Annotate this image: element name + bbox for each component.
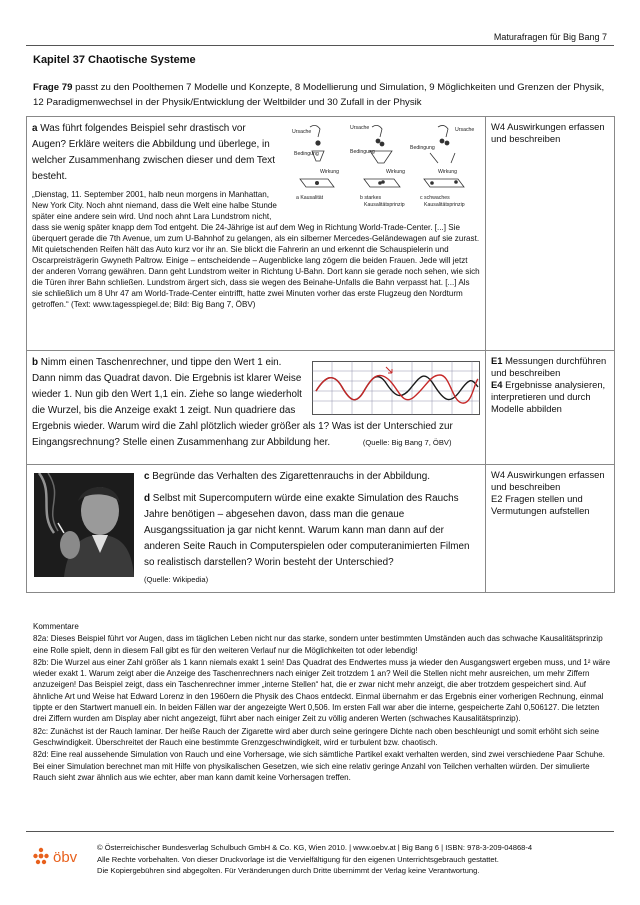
label-bedingung: Bedingung	[294, 151, 319, 157]
footer-divider	[26, 831, 614, 832]
letter-a: a	[32, 123, 38, 134]
question-b	[32, 355, 480, 451]
competence-b2-code: E4	[491, 379, 503, 390]
footer-line-3: Die Kopiergebühren sind abgegolten. Für Veränderungen durch Dritte übernimmt der Verlag keine Verantwortung.	[97, 866, 480, 876]
hand-icon	[310, 125, 320, 137]
question-row-a	[27, 117, 615, 351]
comments-section	[33, 621, 611, 784]
question-cell-a	[27, 117, 486, 351]
competence-b2: Ergebnisse analysieren, interpretieren und durch Modelle abbilden	[491, 379, 606, 414]
competence-b1-code: E1	[491, 355, 503, 366]
competence-a: W4 Auswirkungen erfassen und beschreiben	[491, 121, 605, 144]
competence-cd2: E2 Fragen stellen und Vermutungen aufstellen	[491, 493, 590, 516]
header-divider	[26, 45, 614, 46]
caption-c-1: c schwaches	[420, 195, 450, 201]
label-bedingung-c: Bedingung	[410, 145, 435, 151]
publisher-logo	[33, 846, 91, 866]
frage-label: Frage 79	[33, 82, 73, 93]
competence-cell-a	[486, 117, 615, 351]
comment-item: 82a: Dieses Beispiel führt vor Augen, dass im täglichen Leben nicht nur das starke, sondern unter bestimmten Umständen auch das schwache Kausalitätsprinzip eine Rolle spielt, denn in diesem Fall gibt es für den weiteren Verlauf nur die Möglichkeiten tot oder lebendig!	[33, 634, 603, 655]
label-wirkung: Wirkung	[320, 169, 340, 175]
logo-text: öbv	[53, 849, 78, 866]
footer-line-1: © Österreichischer Bundesverlag Schulbuch GmbH & Co. KG, Wien 2010. | www.oebv.at | Big Bang 6 | ISBN: 978-3-209-04868-4	[97, 843, 533, 852]
letter-c: c	[144, 471, 150, 482]
chapter-title: Kapitel 37 Chaotische Systeme	[33, 54, 196, 66]
ball-icon	[316, 141, 320, 145]
label-bedingung-b: Bedingung	[350, 149, 375, 155]
caption-a: a Kausalität	[296, 195, 324, 201]
comment-item: 82c: Zunächst ist der Rauch laminar. Der heiße Rauch der Zigarette wird aber durch seine geringere Dichte nach oben beschleunigt und somit erhöht sich seine Geschwindigkeit. Überschreitet der Rauch eine bestimmte Grenzgeschwindigkeit, wird er turbulent bzw. chaotisch.	[33, 726, 600, 747]
source-b: (Quelle: Big Bang 7, ÖBV)	[362, 438, 452, 447]
label-ursache-c: Ursache	[455, 127, 475, 133]
caption-b-2: Kausalitätsprinzip	[364, 202, 405, 208]
competence-cell-cd	[486, 465, 615, 593]
caption-b-1: b starkes	[360, 195, 382, 201]
label-wirkung-c: Wirkung	[438, 169, 458, 175]
competence-cell-b	[486, 351, 615, 465]
question-d-text: Selbst mit Supercomputern würde eine exakte Simulation des Rauchs Jahre benötigen – abgesehen davon, dass man die genaue Ausgangssituation ja gar nicht kennt. Warum kann man dann auf der anderen Seite Rauch in Computerspielen oder computeranimierten Filmen so realistisch darstellen? Worin besteht der Unterschied?	[144, 493, 470, 568]
comment-item: 82b: Die Wurzel aus einer Zahl größer als 1 kann niemals exakt 1 sein! Das Quadrat des Endwertes muss ja wieder den Ausgangswert ergeben muss, und 1² wäre wieder exakt 1. Warum zeigt aber die Anzeige des Taschenrechners nach einiger Zeit trotzdem 1 an? Weil die Stellen nicht mehr ausreichen, um mehr Ziffern anzuzeigen! Das Beispiel zeigt, dass ein Taschenrechner immer „interne Stellen“ hat, die er zwar nicht mehr anzeigt, die aber trotzdem gespeichert sind. Auf ähnliche Art und Weise hat Edward Lorenz in den 1960ern die Physik des Chaos entdeckt. Einmal übernahm er das Ergebnis einer vorherigen Rechnung, einmal tippte er den Startwert manuell ein. In beiden Fällen war der angezeigte Wert 0,506. Im ersten Fall war aber die interne, gespeicherte Zahl 0,506127. Die letzten drei Ziffern wurden am Display aber nicht angezeigt, führt aber nach einiger Zeit zu völlig anderen Werten (schwaches Kausalitätsprinzip).	[33, 657, 611, 724]
footer-text	[97, 842, 607, 877]
frage-intro	[33, 80, 613, 110]
question-cell-cd	[27, 465, 486, 593]
lorenz-chart	[312, 361, 480, 415]
footer-line-2: Alle Rechte vorbehalten. Von dieser Druckvorlage ist die Vervielfältigung für den eigenen Unterrichtsgebrauch gestattet.	[97, 854, 499, 864]
label-ursache: Ursache	[292, 129, 312, 135]
question-b-text: Nimm einen Taschenrechner, und tippe den Wert 1 ein. Dann nimm das Quadrat davon. Die Ergebnis ist klarer Weise wieder 1. Nun gib den Wert 1,1 ein. Ziehe so lange wiederholt die Wurzel, bis die Anzeige exakt 1 zeigt. Nun quadriere das Ergebnis wieder. Warum wird die Zahl plötzlich wieder größer als 1? Was ist der Unterschied zur Eingangsrechnung? Stelle einen Zusammenhang zur Abbildung her.	[32, 357, 453, 448]
logo-star-icon	[33, 848, 48, 864]
quote-a: „Dienstag, 11. September 2001, halb neun morgens in Manhattan, New York City. Noch ahnt niemand, dass die Welt eine halbe Stunde später eine andere sein wird. Und noch ahnt Lara Lundstrom nicht, dass sie wenig später knapp dem Tod entgeht. Die 24-Jährige ist auf dem Weg in Richtung World-Trade-Center. [...] Sie überquert gerade die 7th Avenue, um zum U-Bahnhof zu gelangen, als ein silberner Mercedes-Geländewagen auf sie zurast. Mit quietschenden Reifen hält das Auto kurz vor ihr an. Sie blickt die Fahrerin an und erkennt die Schauspielerin und Oscarpreisträgerin Gwyneth Paltrow. Einige – entscheidende – Augenblicke lang zögern die beiden Frauen. Jede will jetzt der anderen Vorrang gewähren. Dann geht Lundstrom weiter in Richtung U-Bahn. Dort kann sie gerade noch sehen, wie sich die Türen ihrer Bahn schließen. Lundstrom ärgert sich, dass sie wegen des Beinahe-Unfalls die Bahn verpasst hat. [...] Als sie schließlich um 8 Uhr 47 am World-Trade-Center eintrifft, hatte zwei Minuten vorher das erste Flugzeug den Nordturm getroffen.“ (Text: www.tagesspiegel.de; Bild: Big Bang 7, ÖBV)	[32, 190, 480, 309]
letter-d: d	[144, 493, 151, 504]
label-wirkung-b: Wirkung	[386, 169, 406, 175]
competence-cd1: W4 Auswirkungen erfassen und beschreiben	[491, 469, 605, 492]
caption-c-2: Kausalitätsprinzip	[424, 202, 465, 208]
question-cell-b	[27, 351, 486, 465]
smoker-photo	[34, 473, 134, 577]
question-row-b	[27, 351, 615, 465]
competence-b1: Messungen durchführen und beschreiben	[491, 355, 607, 378]
comments-title: Kommentare	[33, 622, 79, 631]
source-cd: (Quelle: Wikipedia)	[144, 575, 209, 584]
running-header: Maturafragen für Big Bang 7	[493, 32, 607, 42]
frage-text: passt zu den Poolthemen 7 Modelle und Konzepte, 8 Modellierung und Simulation, 9 Möglichkeiten und Grenzen der Physik, 12 Paradigmenwechsel in der Physik/Entwicklung der Weltbilder und 30 Zufall in der Physik	[33, 82, 605, 108]
comment-item: 82d: Eine real aussehende Simulation von Rauch und eine Vorhersage, wie sich sämtliche Partikel exakt verhalten werden, sind zwei verschiedene Paar Schuhe. Bei einer Simulation berechnet man mit Hilfe von physikalischen Gesetzen, wie sich eine relativ geringe Anzahl von Teilchen verhalten würden. Der simulierte Rauch sieht zwar ähnlich aus wie echter, aber man kann damit keine Vorhersagen treffen.	[33, 750, 605, 782]
question-row-cd	[27, 465, 615, 593]
letter-b: b	[32, 357, 39, 368]
causality-diagram	[290, 121, 480, 209]
question-c-text: Begründe das Verhalten des Zigarettenrauchs in der Abbildung.	[152, 471, 431, 482]
question-table	[26, 116, 615, 593]
question-a-text: Was führt folgendes Beispiel sehr drastisch vor Augen? Erkläre weiters die Abbildung und überlege, in welcher Zusammenhang zwischen dieser und dem Text besteht.	[32, 123, 275, 182]
hand-shape	[60, 531, 80, 559]
label-ursache-b: Ursache	[350, 125, 370, 131]
